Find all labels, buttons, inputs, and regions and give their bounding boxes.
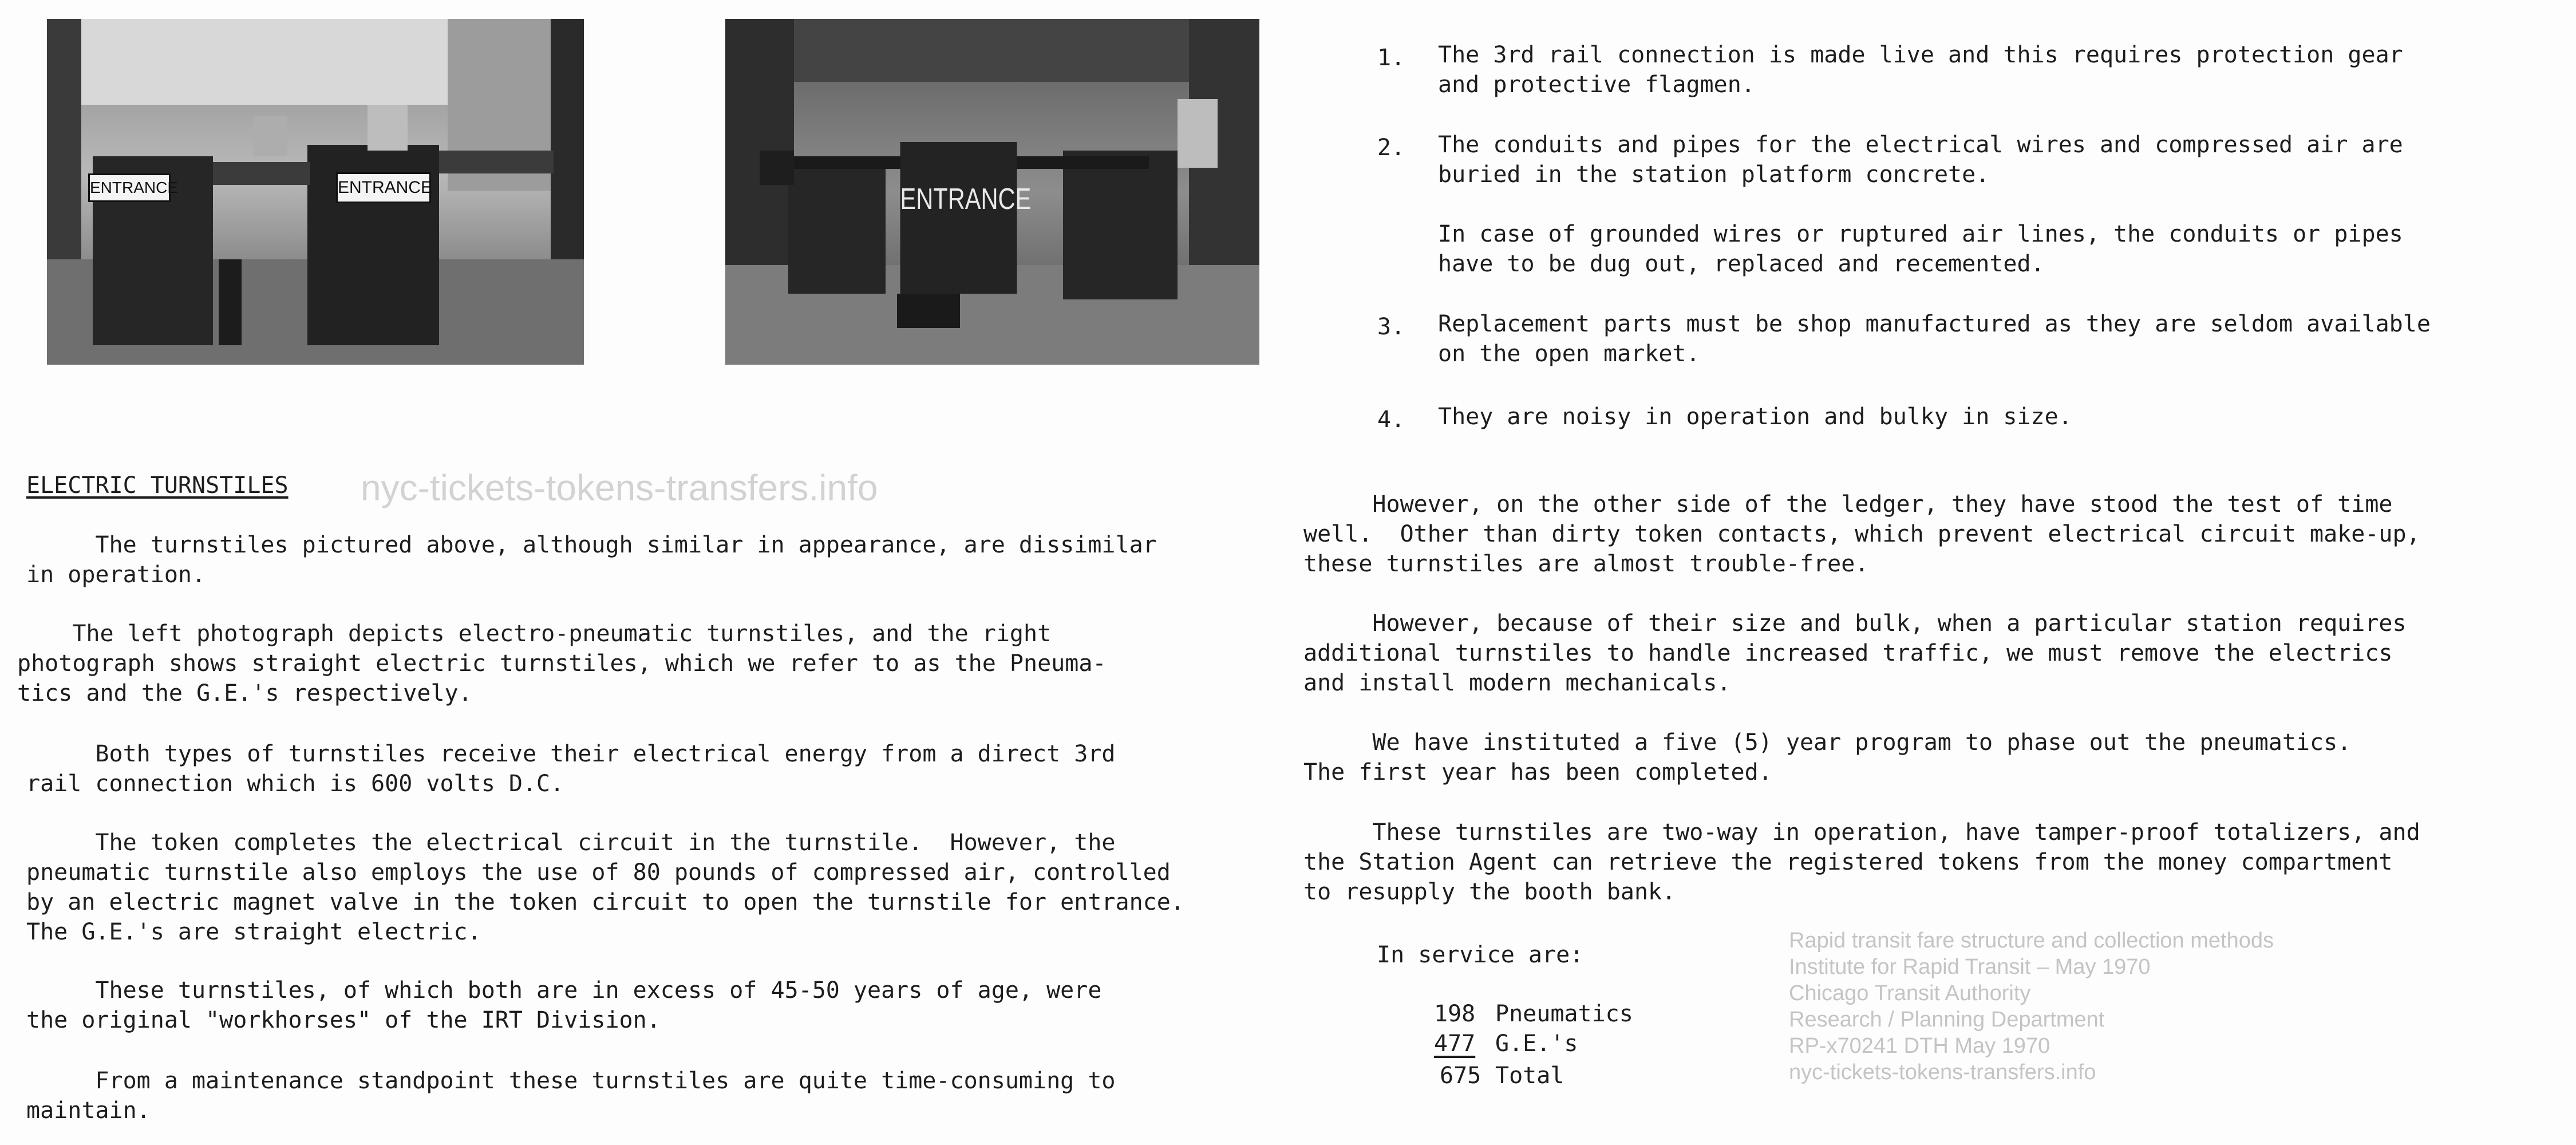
list-number: 3.	[1377, 314, 1405, 340]
paragraph: Both types of turnstiles receive their electrical energy from a direct 3rd rail connection which is 600 volts D.C.	[26, 741, 1116, 797]
credit-line: Rapid transit fare structure and collection methods	[1789, 929, 2274, 953]
paragraph: However, because of their size and bulk, when a particular station requires additional turnstiles to handle increased traffic, we must remove the electrics and install modern mechanicals.	[1303, 610, 2407, 696]
in-service-count: 477	[1434, 1030, 1476, 1057]
in-service-label: In service are:	[1377, 942, 1584, 968]
in-service-name: Total	[1495, 1063, 1564, 1089]
paragraph: The turnstiles pictured above, although similar in appearance, are dissimilar in operation.	[26, 532, 1157, 588]
paragraph: These turnstiles, of which both are in excess of 45-50 years of age, were the original "workhorses" of the IRT Division.	[26, 977, 1102, 1033]
in-service-name: Pneumatics	[1495, 1001, 1633, 1027]
paragraph: These turnstiles are two-way in operation, have tamper-proof totalizers, and the Station Agent can retrieve the registered tokens from the money compartment to resupply the booth bank.	[1303, 819, 2420, 905]
source-credits	[1789, 927, 2274, 1085]
credit-line: Institute for Rapid Transit – May 1970	[1789, 955, 2151, 979]
list-number: 2.	[1377, 135, 1405, 161]
entrance-sign: ENTRANCE	[336, 172, 431, 203]
in-service-count: 675	[1440, 1063, 1481, 1089]
paragraph: However, on the other side of the ledger, they have stood the test of time well. Other than dirty token contacts, which prevent electrical circuit make-up, these turnstiles are almost trouble-free.	[1303, 491, 2420, 577]
list-item: They are noisy in operation and bulky in size.	[1438, 404, 2072, 430]
entrance-sign: ENTRANCE	[88, 173, 171, 202]
section-heading: ELECTRIC TURNSTILES	[26, 472, 289, 499]
paragraph: From a maintenance standpoint these turnstiles are quite time-consuming to maintain.	[26, 1068, 1116, 1124]
credit-line: RP-x70241 DTH May 1970	[1789, 1034, 2050, 1058]
list-item: The 3rd rail connection is made live and this requires protection gear and protective flagmen.	[1438, 42, 2403, 98]
paragraph: We have instituted a five (5) year program to phase out the pneumatics. The first year has been completed.	[1303, 729, 2352, 785]
watermark: nyc-tickets-tokens-transfers.info	[361, 467, 878, 508]
list-item: Replacement parts must be shop manufactured as they are seldom available on the open market.	[1438, 311, 2431, 367]
in-service-count: 198	[1434, 1001, 1476, 1027]
photo-pneumatic-turnstiles	[47, 19, 584, 365]
paragraph: The left photograph depicts electro-pneumatic turnstiles, and the right photograph shows straight electric turnstiles, which we refer to as the Pneuma- tics and the G.E.'s respectively.	[17, 621, 1107, 706]
credit-line: Chicago Transit Authority	[1789, 981, 2031, 1005]
credit-line: nyc-tickets-tokens-transfers.info	[1789, 1060, 2096, 1084]
in-service-name: G.E.'s	[1495, 1030, 1578, 1057]
entrance-sign: ENTRANCE	[900, 142, 1017, 294]
list-number: 4.	[1377, 406, 1405, 433]
list-number: 1.	[1377, 45, 1405, 71]
paragraph: The token completes the electrical circuit in the turnstile. However, the pneumatic turnstile also employs the use of 80 pounds of compressed air, controlled by an electric magnet valve in the token circuit to open the turnstile for entrance. The G.E.'s are straight electric.	[26, 830, 1184, 945]
list-item: The conduits and pipes for the electrical wires and compressed air are buried in the station platform concrete. In case of grounded wires or ruptured air lines, the conduits or pipes have to be dug out, replaced and recemented.	[1438, 132, 2403, 277]
photo-electric-turnstiles	[725, 19, 1259, 365]
credit-line: Research / Planning Department	[1789, 1008, 2105, 1032]
